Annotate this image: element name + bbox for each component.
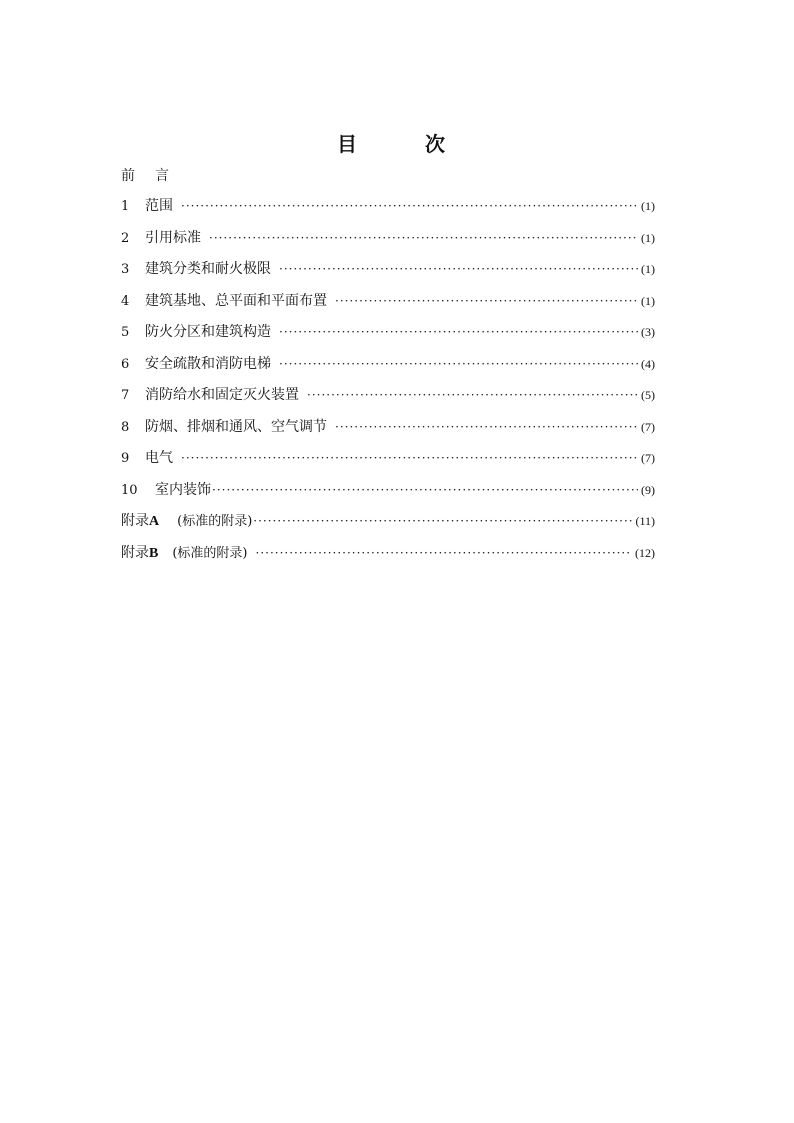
toc-entry-page: (1) [641, 262, 655, 276]
toc-appendix-label [121, 509, 159, 534]
toc-entry-number: 5 [121, 325, 130, 340]
toc-entry-number: 7 [121, 388, 130, 403]
toc-entry-7[interactable] [121, 383, 655, 415]
toc-entry-page: (4) [641, 356, 655, 371]
preface-entry[interactable]: 前言 [121, 168, 189, 184]
toc-dot-leader [279, 352, 638, 376]
toc-entry-page: (5) [641, 388, 655, 402]
toc-entry-label: 建筑基地、总平面和平面布置 [145, 292, 327, 309]
toc-entry-8[interactable] [121, 415, 655, 447]
toc-dot-leader [181, 194, 638, 218]
toc-entry-number: 10 [121, 482, 138, 498]
toc-dot-leader [253, 509, 632, 533]
toc-dot-leader [256, 541, 633, 565]
appendix-type: (标准的附录) [172, 545, 248, 561]
toc-entry-label: 防火分区和建筑构造 [145, 324, 271, 340]
toc-entry-number: 6 [121, 356, 130, 372]
page-title: 目 次 [337, 132, 469, 156]
table-of-contents [121, 194, 655, 572]
toc-entry-label: 引用标准 [145, 229, 201, 246]
toc-entry-page: (3) [641, 325, 655, 339]
toc-entry-number: 1 [121, 199, 130, 214]
toc-appendix-label [121, 541, 158, 566]
toc-entry-number: 2 [121, 230, 130, 246]
toc-entry-10[interactable] [121, 478, 655, 510]
toc-dot-leader [335, 289, 638, 313]
toc-entry-3[interactable] [121, 257, 655, 289]
toc-entry-label: 安全疏散和消防电梯 [145, 355, 271, 372]
toc-dot-leader [279, 320, 638, 344]
toc-entry-1[interactable] [121, 194, 655, 226]
toc-entry-label: 范围 [145, 198, 173, 214]
toc-entry-page: (11) [635, 514, 655, 528]
appendix-prefix: 附录 [121, 544, 149, 561]
toc-entry-number: 8 [121, 419, 130, 435]
toc-dot-leader [181, 446, 638, 470]
toc-appendix-a[interactable] [121, 509, 655, 541]
toc-dot-leader [209, 226, 638, 250]
appendix-type: (标准的附录) [177, 514, 253, 529]
toc-entry-label: 室内装饰 [155, 481, 211, 498]
toc-entry-page: (9) [641, 482, 655, 497]
toc-entry-label: 建筑分类和耐火极限 [145, 261, 271, 277]
toc-dot-leader [279, 257, 638, 281]
appendix-prefix: 附录 [121, 513, 149, 529]
toc-dot-leader [212, 478, 638, 502]
toc-entry-4[interactable] [121, 289, 655, 321]
toc-dot-leader [335, 415, 638, 439]
appendix-letter: B [149, 545, 159, 561]
toc-entry-page: (1) [641, 293, 655, 308]
toc-appendix-b[interactable] [121, 541, 655, 573]
toc-entry-number: 3 [121, 262, 130, 277]
toc-entry-9[interactable] [121, 446, 655, 478]
toc-entry-page: (1) [641, 230, 655, 245]
toc-entry-page: (12) [635, 545, 655, 560]
toc-entry-label: 防烟、排烟和通风、空气调节 [145, 418, 327, 435]
toc-entry-page: (7) [641, 451, 655, 465]
toc-dot-leader [307, 383, 638, 407]
toc-entry-label: 消防给水和固定灭火装置 [145, 387, 299, 403]
toc-entry-page: (1) [641, 199, 655, 213]
toc-entry-label: 电气 [145, 450, 173, 466]
toc-entry-page: (7) [641, 419, 655, 434]
toc-entry-number: 4 [121, 293, 130, 309]
appendix-letter: A [149, 514, 160, 529]
toc-entry-number: 9 [121, 451, 130, 466]
toc-entry-2[interactable] [121, 226, 655, 258]
toc-entry-5[interactable] [121, 320, 655, 352]
toc-entry-6[interactable] [121, 352, 655, 384]
